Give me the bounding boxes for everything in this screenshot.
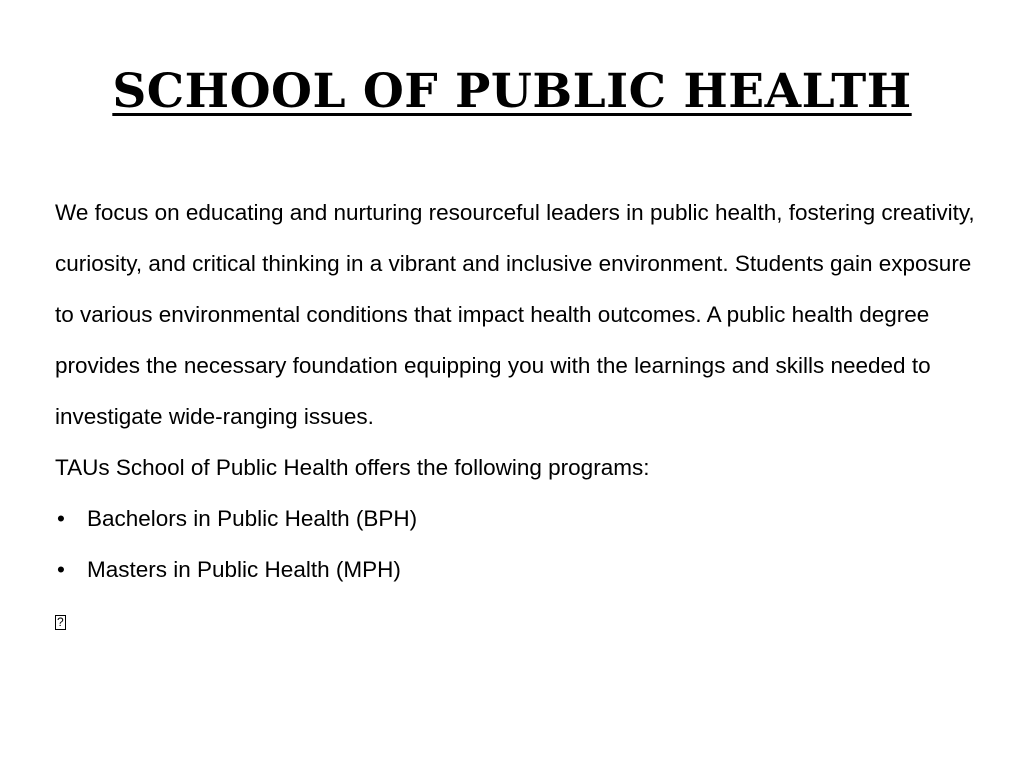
list-item (55, 544, 985, 595)
trailing-line (55, 595, 985, 646)
intro-paragraph: We focus on educating and nurturing resourceful leaders in public health, fostering creativity, curiosity, and critical thinking in a vibrant and inclusive environment. Students gain exposure to various environmental conditions that impact health outcomes. A public health degree provides the necessary foundation equipping you with the learnings and skills needed to investigate wide-ranging issues. (55, 200, 975, 429)
slide-title (0, 62, 1024, 122)
list-item (55, 493, 985, 544)
bullet-icon: • (57, 506, 65, 531)
slide-title-text: SCHOOL OF PUBLIC HEALTH (112, 64, 912, 119)
missing-glyph-icon (55, 615, 66, 630)
program-list (55, 493, 985, 595)
program-bph: Bachelors in Public Health (BPH) (87, 506, 418, 531)
programs-intro: TAUs School of Public Health offers the following programs: (55, 455, 650, 480)
slide-body (55, 187, 985, 646)
bullet-icon: • (57, 557, 65, 582)
program-mph: Masters in Public Health (MPH) (87, 557, 401, 582)
